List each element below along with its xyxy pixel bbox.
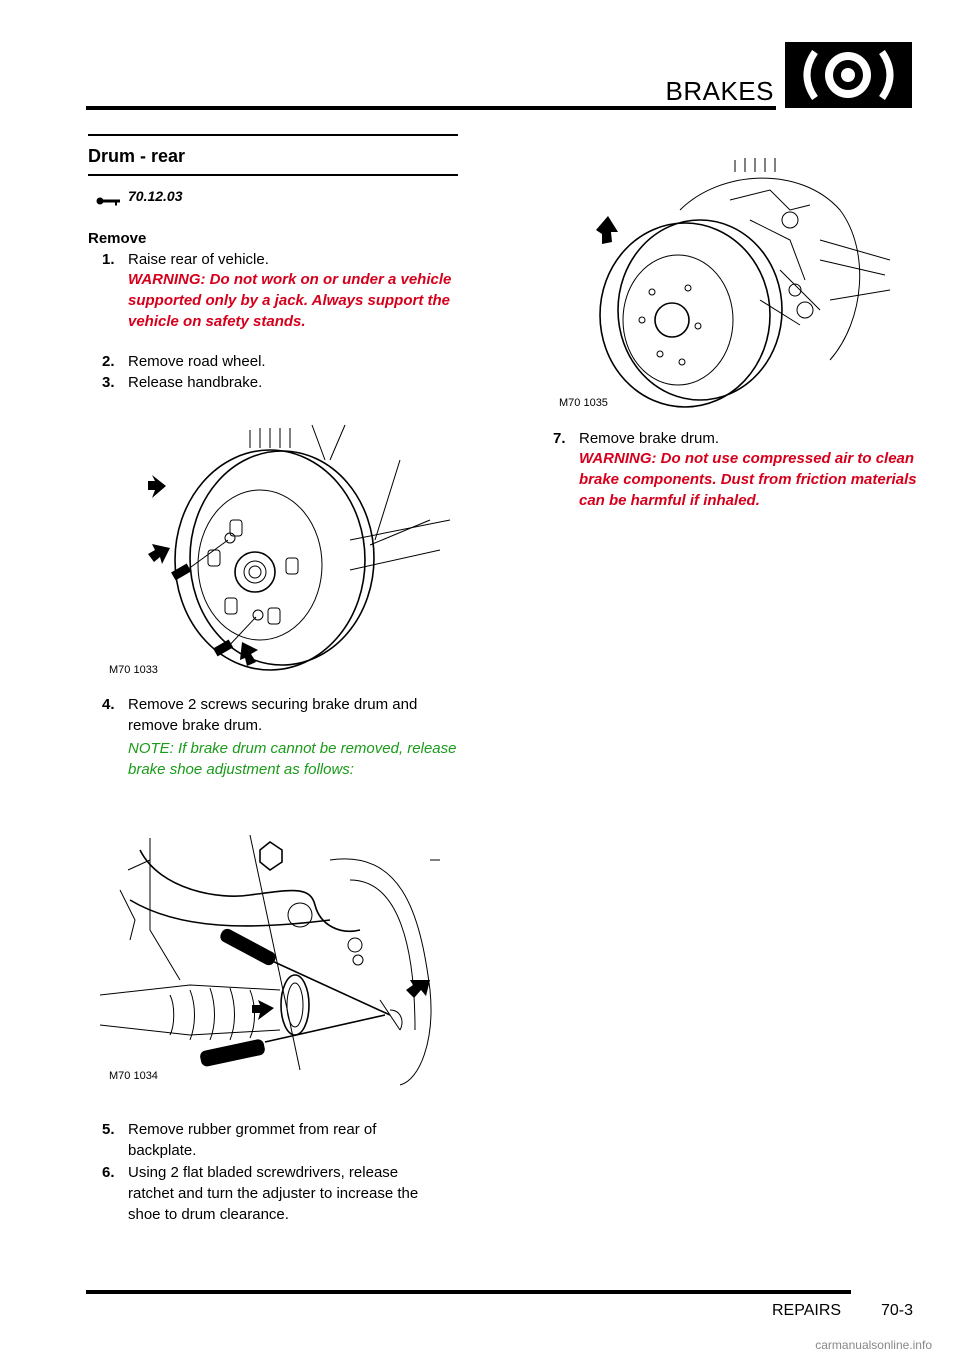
footer-rule [86,1290,851,1294]
brake-disc-logo-icon [785,42,912,108]
figure-rear-drum-removal [550,150,890,420]
figure-label: M70 1034 [109,1070,158,1082]
operation-code: 70.12.03 [128,188,183,204]
section-title: Drum - rear [88,146,186,166]
watermark-text: carmanualsonline.info [815,1338,932,1352]
warning-text: WARNING: Do not work on or under a vehicle supported only by a jack. Always support the vehicle on safety stands. [128,271,452,330]
operation-key-icon [96,193,122,211]
figure-brake-drum-screws [100,420,450,680]
note-text: NOTE: If brake drum cannot be removed, release brake shoe adjustment as follows: [128,740,457,778]
header-title: BRAKES [665,76,774,106]
footer-section-name: REPAIRS [772,1302,842,1319]
page-number: 70-3 [881,1302,914,1319]
list-item: 4. Remove 2 screws securing brake drum and remove brake drum. [102,696,418,734]
figure-label: M70 1033 [109,664,158,676]
list-item: 6. Using 2 flat bladed screwdrivers, release ratchet and turn the adjuster to increase the shoe to drum clearance. [102,1164,419,1223]
section-top-rule [88,134,458,136]
section-bottom-rule [88,174,458,176]
header-rule [86,106,776,110]
remove-heading: Remove [88,230,147,247]
figure-adjuster-screwdrivers [100,830,450,1085]
figure-label: M70 1035 [559,397,608,409]
list-item: 5. Remove rubber grommet from rear of backplate. [102,1121,377,1159]
warning-text: WARNING: Do not use compressed air to clean brake components. Dust from friction materials can be harmful if inhaled. [579,450,917,509]
